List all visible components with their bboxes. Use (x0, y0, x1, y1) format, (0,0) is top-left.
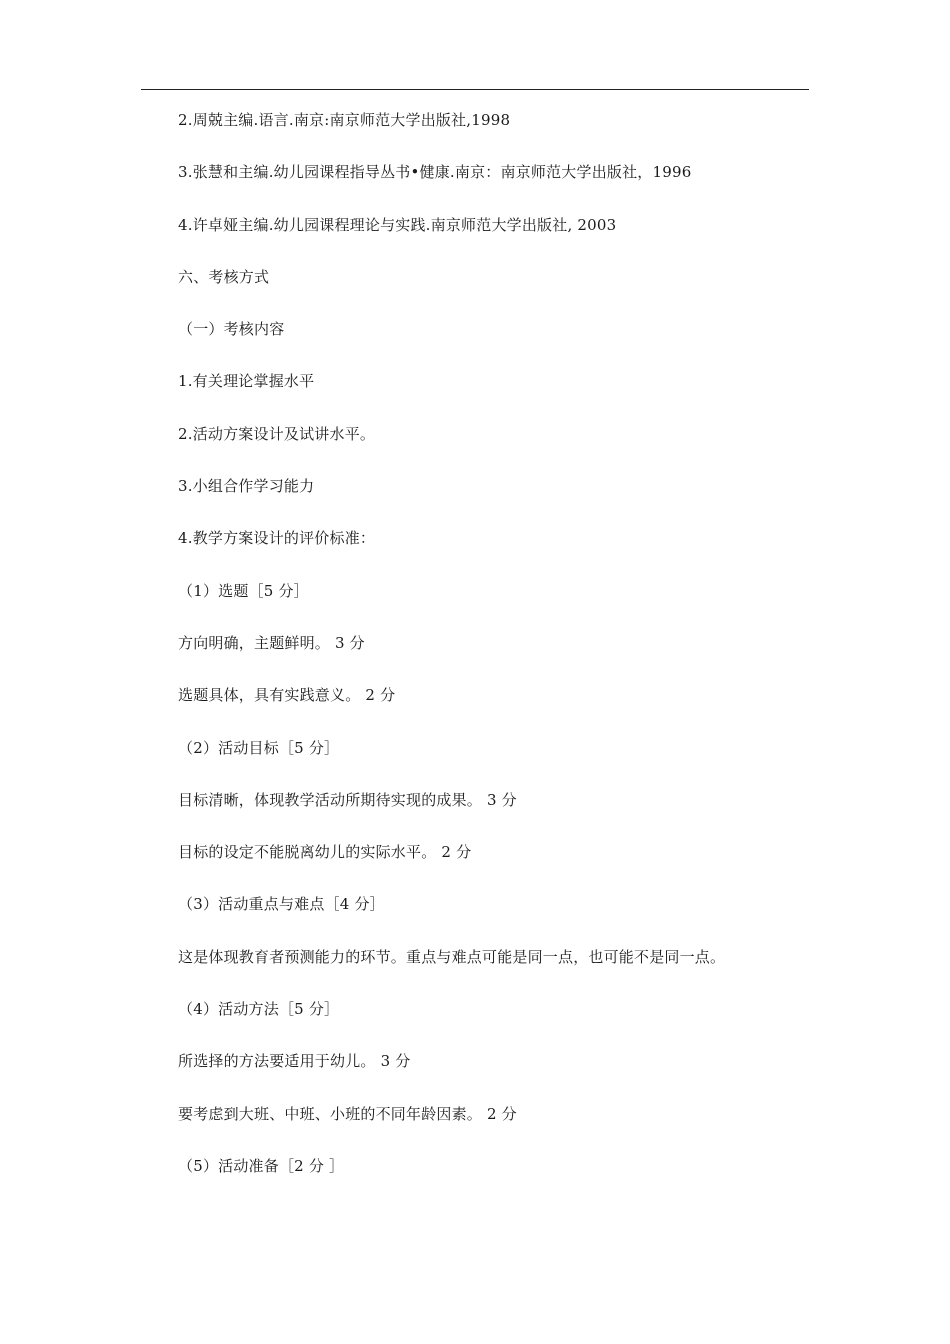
criterion-heading-goals: （2）活动目标［5 分］ (178, 738, 340, 757)
criterion-detail: 选题具体，具有实践意义。 2 分 (178, 686, 396, 705)
reference-item-4: 4.许卓娅主编.幼儿园课程理论与实践.南京师范大学出版社, 2003 (178, 215, 617, 234)
reference-item-3: 3.张慧和主编.幼儿园课程指导丛书•健康.南京：南京师范大学出版社，1996 (178, 163, 692, 182)
criterion-detail: 这是体现教育者预测能力的环节。重点与难点可能是同一点，也可能不是同一点。 (178, 947, 726, 966)
criterion-heading-preparation: （5）活动准备［2 分 ］ (178, 1156, 345, 1175)
subsection-heading-content: （一）考核内容 (178, 320, 285, 339)
header-rule (141, 89, 809, 90)
assessment-item-3: 3.小组合作学习能力 (178, 477, 315, 496)
criterion-detail: 方向明确，主题鲜明。 3 分 (178, 633, 365, 652)
criterion-detail: 要考虑到大班、中班、小班的不同年龄因素。 2 分 (178, 1104, 517, 1123)
assessment-item-4: 4.教学方案设计的评价标准： (178, 529, 376, 548)
reference-item-2: 2.周兢主编.语言.南京:南京师范大学出版社,1998 (178, 111, 511, 129)
criterion-detail: 目标清晰，体现教学活动所期待实现的成果。 3 分 (178, 790, 517, 809)
criterion-heading-topic: （1）选题［5 分］ (178, 581, 309, 600)
assessment-item-2: 2.活动方案设计及试讲水平。 (178, 424, 376, 443)
criterion-detail: 所选择的方法要适用于幼儿。 3 分 (178, 1052, 411, 1071)
document-body (178, 108, 818, 1206)
criterion-heading-key-points: （3）活动重点与难点［4 分］ (178, 895, 385, 914)
section-heading-assessment: 六、考核方式 (178, 267, 270, 286)
criterion-detail: 目标的设定不能脱离幼儿的实际水平。 2 分 (178, 843, 472, 862)
criterion-heading-methods: （4）活动方法［5 分］ (178, 1000, 340, 1019)
assessment-item-1: 1.有关理论掌握水平 (178, 372, 315, 391)
